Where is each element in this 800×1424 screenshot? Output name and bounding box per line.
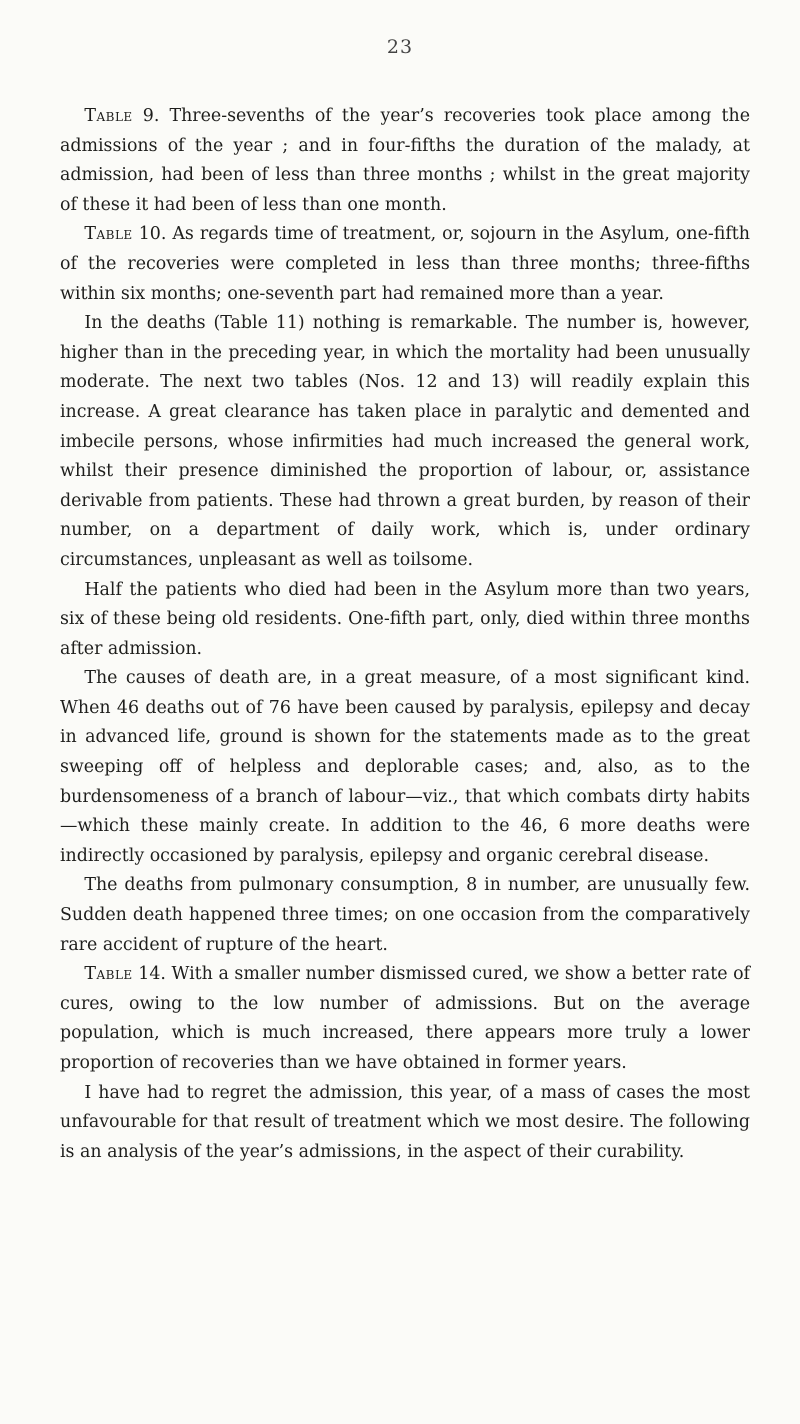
paragraph-text: 14. With a smaller number dismissed cured, we show a better rate of cures, owing to the low number of admissions. But on the average population, which is much increased, there appears more truly a lower proportion of recoveries than we have obtained in former years. xyxy=(60,964,750,1073)
paragraph-text: The causes of death are, in a great measure, of a most significant kind. When 46 deaths out of 76 have been caused by paralysis, epilepsy and decay in advanced life, ground is shown for the statements made as to the great sweeping off of helpless and deplorable cases; and, also, as to the burdensomeness of a branch of labour—viz., that which combats dirty habits—which these mainly create. In addition to the 46, 6 more deaths were indirectly occasioned by paralysis, epilepsy and organic cerebral disease. xyxy=(60,668,750,866)
paragraph-consumption xyxy=(60,871,750,960)
paragraph-text: 9. Three-sevenths of the year’s recoveries took place among the admissions of the year ; and in four-fifths the duration of the malady, at admission, had been of less than three months ; whilst in the great majority of these it had been of less than one month. xyxy=(60,106,750,215)
report-body xyxy=(60,102,750,1167)
paragraph-curability xyxy=(60,1079,750,1168)
table-reference-label: Table xyxy=(84,224,133,245)
paragraph-table-14 xyxy=(60,960,750,1078)
paragraph-causes-of-death xyxy=(60,664,750,871)
table-reference-label: Table xyxy=(84,964,133,985)
paragraph-table-9 xyxy=(60,102,750,220)
paragraph-text: In the deaths (Table 11) nothing is remarkable. The number is, however, higher than in the preceding year, in which the mortality had been unusually moderate. The next two tables (Nos. 12 and 13) will readily explain this increase. A great clearance has taken place in paralytic and demented and imbecile persons, whose infirmities had much increased the general work, whilst their presence diminished the proportion of labour, or, assistance derivable from patients. These had thrown a great burden, by reason of their number, on a department of daily work, which is, under ordinary circumstances, unpleasant as well as toilsome. xyxy=(60,313,750,570)
paragraph-text: The deaths from pulmonary consumption, 8 in number, are unusually few. Sudden death happened three times; on one occasion from the comparatively rare accident of rupture of the heart. xyxy=(60,875,750,955)
paragraph-text: Half the patients who died had been in the Asylum more than two years, six of these being old residents. One-fifth part, only, died within three months after admission. xyxy=(60,579,750,659)
paragraph-table-10 xyxy=(60,220,750,309)
paragraph-text: I have had to regret the admission, this year, of a mass of cases the most unfavourable for that result of treatment which we most desire. The following is an analysis of the year’s admissions, in the aspect of their curability. xyxy=(60,1082,750,1162)
paragraph-text: 10. As regards time of treatment, or, sojourn in the Asylum, one-fifth of the recoveries were completed in less than three months; three-fifths within six months; one-seventh part had remained more than a year. xyxy=(60,224,750,304)
paragraph-deaths xyxy=(60,309,750,575)
page-number: 23 xyxy=(386,36,414,58)
table-reference-label: Table xyxy=(84,106,133,126)
paragraph-residence-of-deceased xyxy=(60,576,750,665)
